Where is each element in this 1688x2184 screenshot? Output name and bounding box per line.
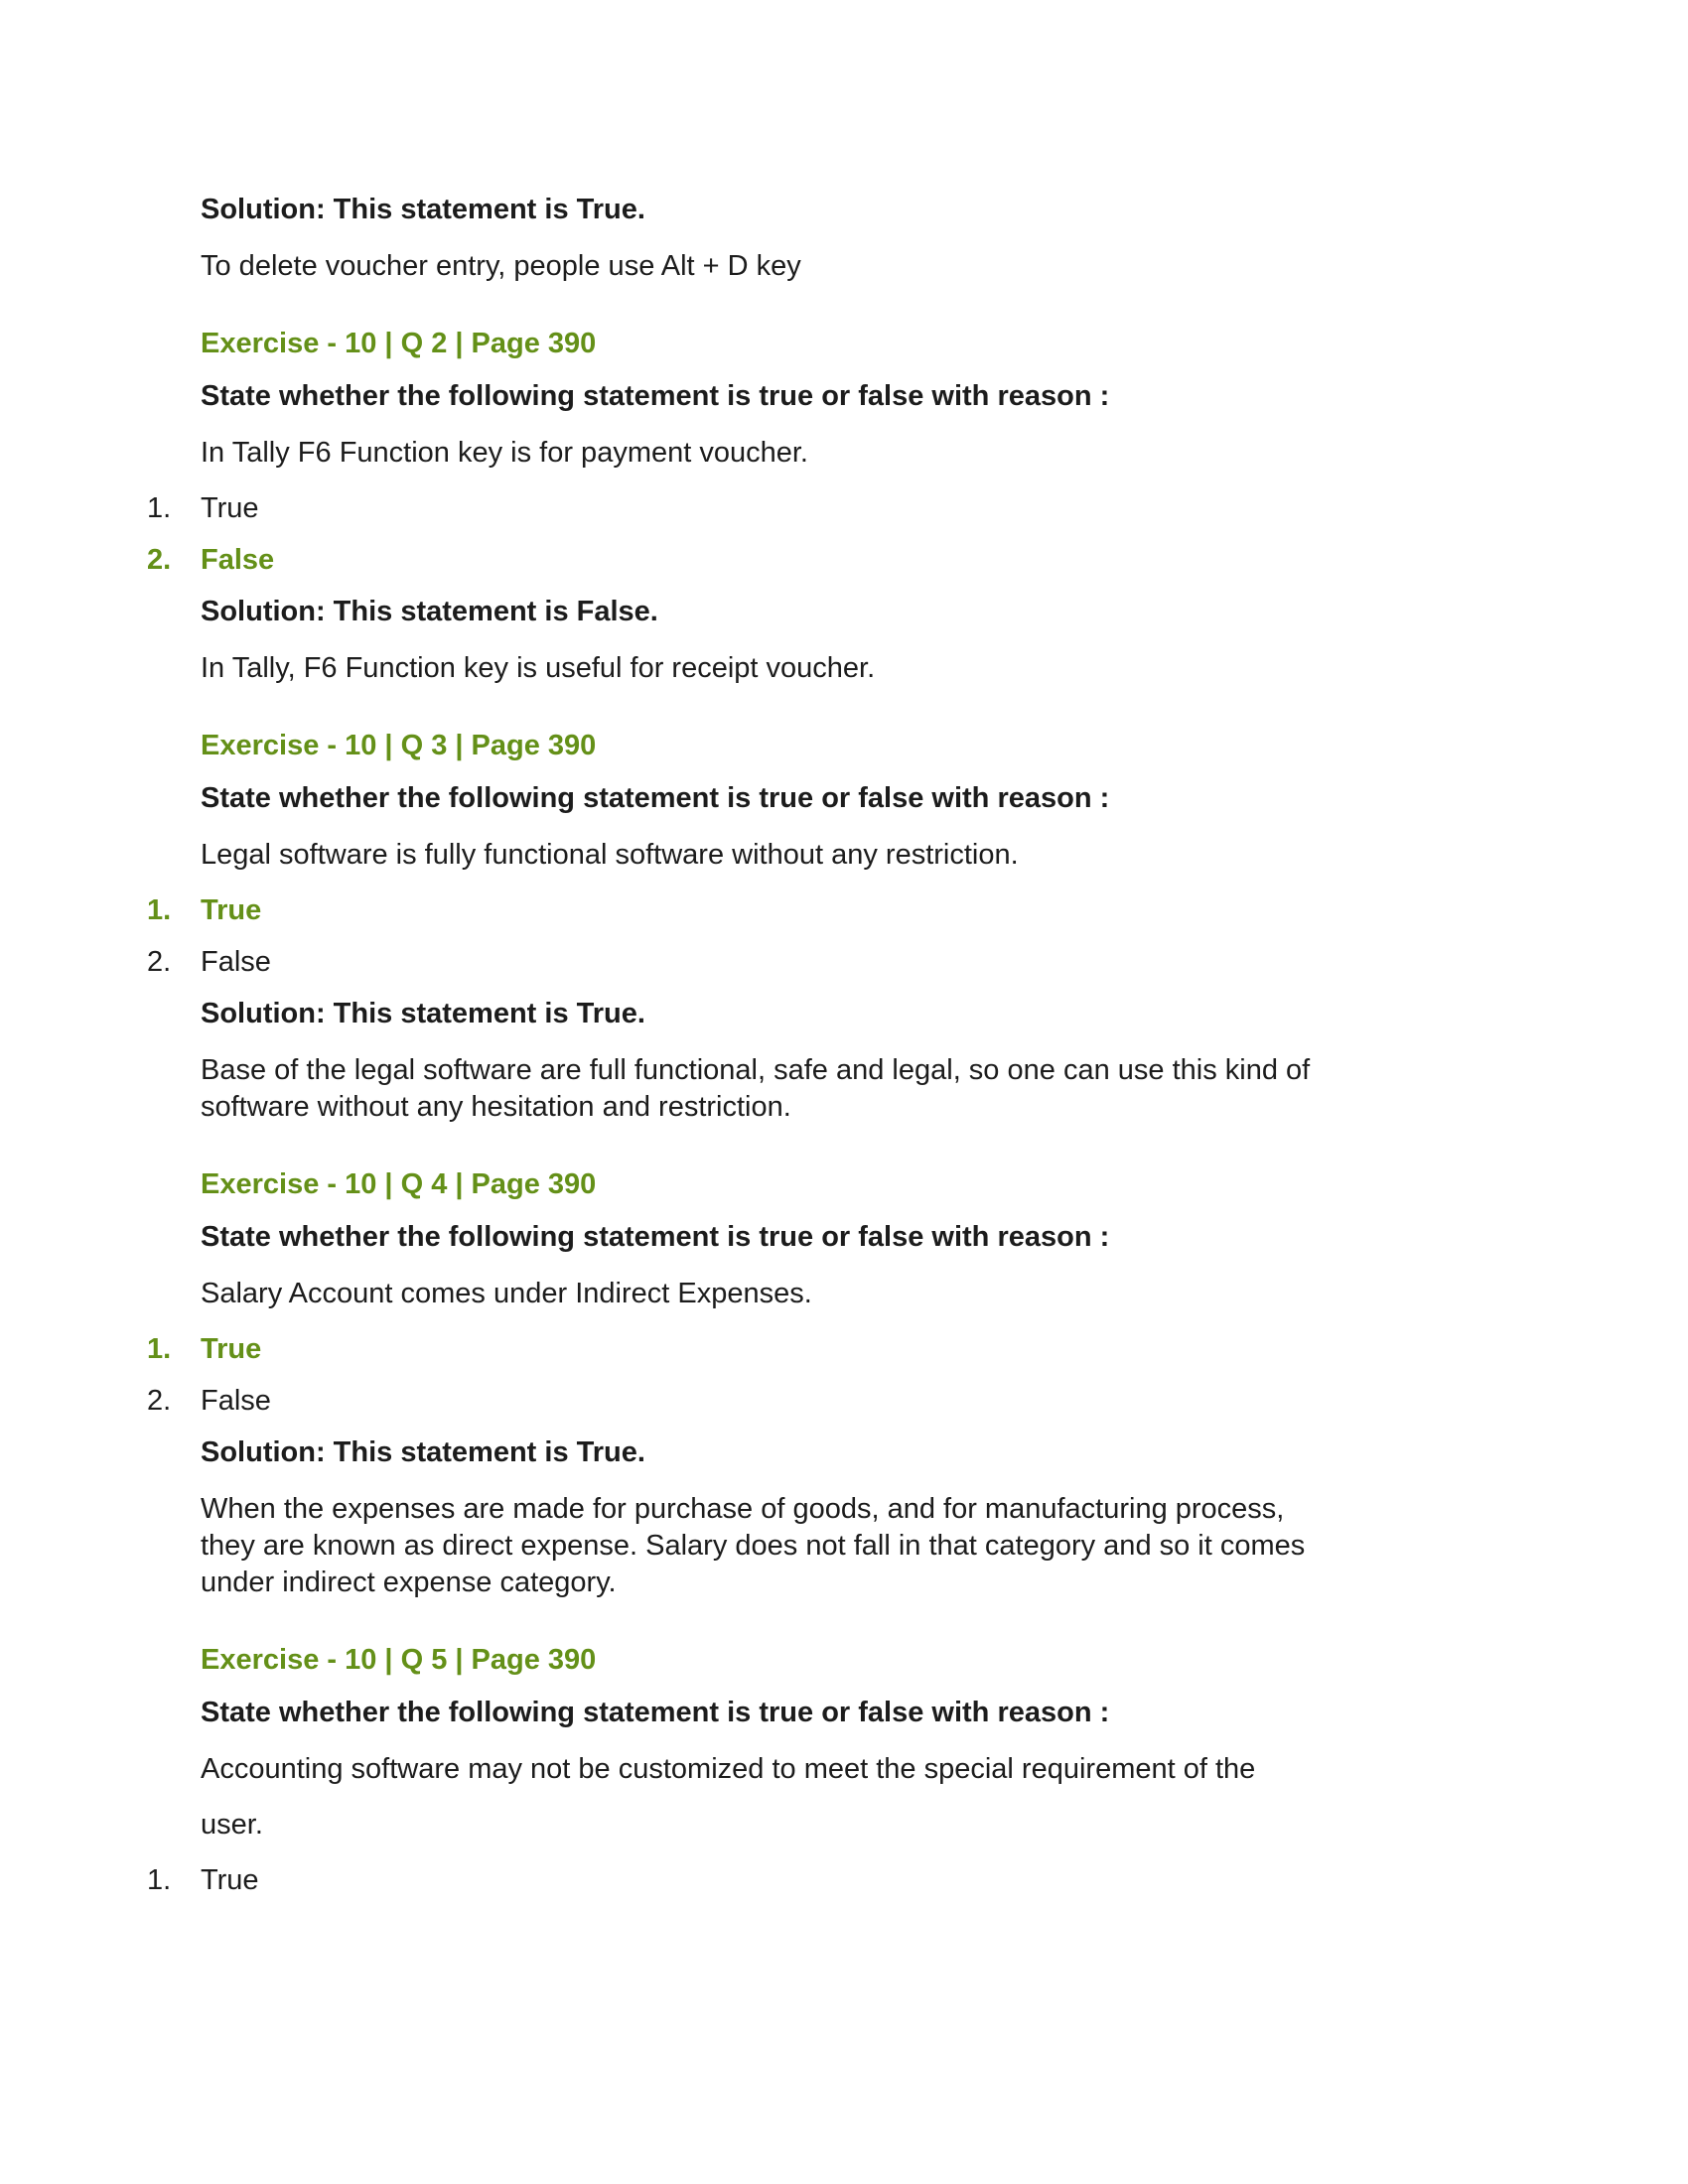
solution-explanation	[201, 1052, 1511, 1126]
option-number: 1.	[147, 1864, 172, 1896]
option-true	[147, 1331, 1511, 1368]
option-true	[147, 892, 1511, 929]
option-label: False	[201, 946, 271, 978]
exercise-heading-link[interactable]: Exercise - 10 | Q 2 | Page 390	[201, 328, 597, 359]
answer-options	[147, 490, 1511, 579]
option-label: False	[201, 544, 275, 576]
solution-verdict: Solution: This statement is False.	[201, 596, 658, 627]
answer-options	[147, 1862, 1511, 1899]
exercise-heading-link[interactable]: Exercise - 10 | Q 3 | Page 390	[201, 730, 597, 761]
explanation-line: Base of the legal software are full functional, safe and legal, so one can use this kind of	[201, 1054, 1311, 1086]
option-false	[147, 944, 1511, 981]
option-label: True	[201, 1333, 262, 1365]
statement-line: In Tally F6 Function key is for payment voucher.	[201, 437, 808, 469]
solution-verdict: Solution: This statement is True.	[201, 1436, 645, 1468]
option-number: 1.	[147, 492, 172, 524]
question-prompt: State whether the following statement is true or false with reason :	[201, 1221, 1110, 1253]
explanation-line: under indirect expense category.	[201, 1567, 617, 1598]
option-number: 2.	[147, 544, 172, 576]
question-statement	[201, 435, 1511, 472]
exercise-section-q3	[147, 728, 1511, 1126]
statement-line: Accounting software may not be customized to meet the special requirement of the	[201, 1753, 1256, 1785]
question-statement	[201, 1751, 1511, 1843]
option-label: False	[201, 1385, 271, 1417]
question-prompt: State whether the following statement is true or false with reason :	[201, 1697, 1110, 1728]
statement-line: user.	[201, 1809, 263, 1841]
question-prompt: State whether the following statement is true or false with reason :	[201, 380, 1110, 412]
explanation-line: they are known as direct expense. Salary does not fall in that category and so it comes	[201, 1530, 1306, 1562]
solution-explanation	[201, 248, 1511, 285]
exercise-section-q2	[147, 326, 1511, 687]
explanation-line: In Tally, F6 Function key is useful for receipt voucher.	[201, 652, 876, 684]
option-label: True	[201, 492, 259, 524]
option-label: True	[201, 1864, 259, 1896]
answer-options	[147, 892, 1511, 981]
option-number: 1.	[147, 894, 172, 926]
option-true	[147, 490, 1511, 527]
option-number: 2.	[147, 1385, 172, 1417]
exercise-heading-link[interactable]: Exercise - 10 | Q 4 | Page 390	[201, 1168, 597, 1200]
solution-verdict: Solution: This statement is True.	[201, 998, 645, 1029]
question-prompt: State whether the following statement is true or false with reason :	[201, 782, 1110, 814]
option-true	[147, 1862, 1511, 1899]
solution-explanation	[201, 650, 1511, 687]
option-false	[147, 1383, 1511, 1420]
explanation-line: To delete voucher entry, people use Alt + D key	[201, 250, 801, 282]
option-number: 2.	[147, 946, 172, 978]
option-false	[147, 542, 1511, 579]
exercise-section-q5	[147, 1642, 1511, 1899]
question-statement	[201, 837, 1511, 874]
exercise-section-q4	[147, 1166, 1511, 1601]
option-number: 1.	[147, 1333, 172, 1365]
explanation-line: When the expenses are made for purchase of goods, and for manufacturing process,	[201, 1493, 1285, 1525]
statement-line: Salary Account comes under Indirect Expenses.	[201, 1278, 812, 1309]
exercise-section-q1-tail	[201, 192, 1511, 285]
solution-verdict: Solution: This statement is True.	[201, 194, 645, 225]
option-label: True	[201, 894, 262, 926]
statement-line: Legal software is fully functional software without any restriction.	[201, 839, 1019, 871]
solution-explanation	[201, 1491, 1511, 1601]
exercise-heading-link[interactable]: Exercise - 10 | Q 5 | Page 390	[201, 1644, 597, 1676]
question-statement	[201, 1276, 1511, 1312]
answer-options	[147, 1331, 1511, 1420]
explanation-line: software without any hesitation and restriction.	[201, 1091, 791, 1123]
